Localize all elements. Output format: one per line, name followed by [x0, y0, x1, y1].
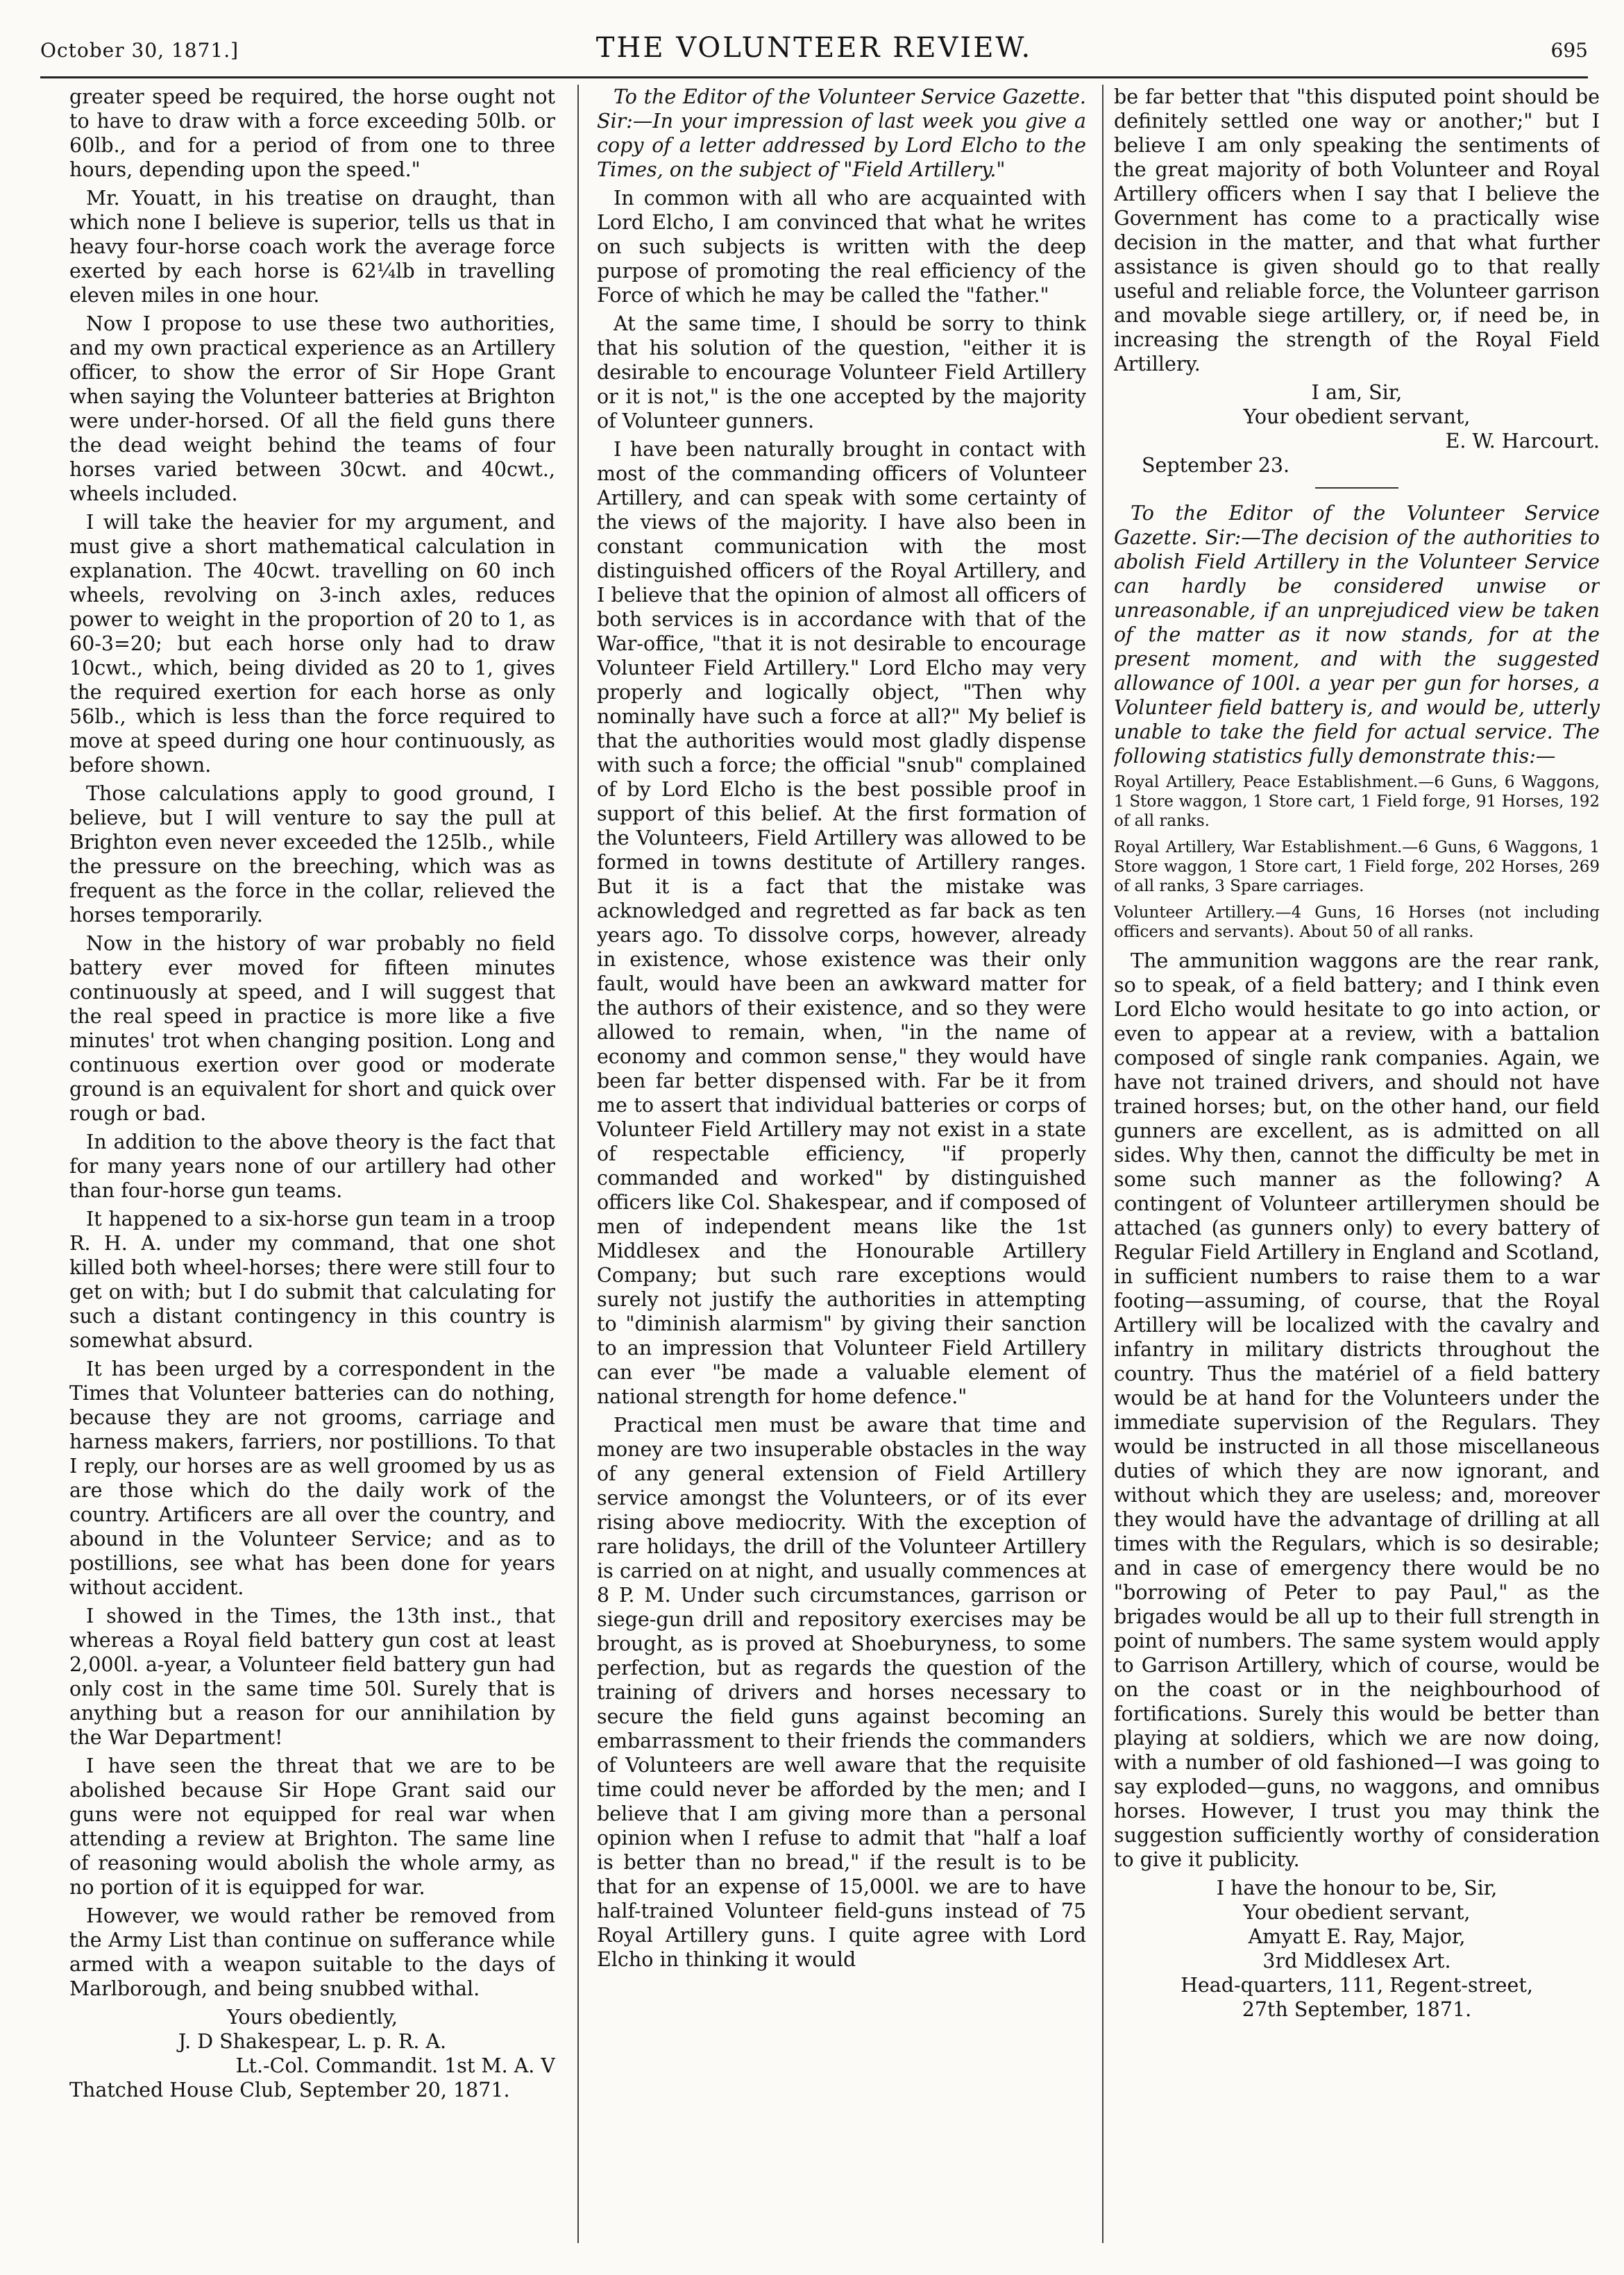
paragraph: At the same time, I should be sorry to think that his solution of the question, "either it is desirable to encourage Volunteer Field Artillery or it is not," is the one accepted by the majority of Volunteer gunners. [597, 312, 1086, 432]
section-divider [1315, 487, 1398, 489]
paragraph: Those calculations apply to good ground, I believe, but I will venture to say the pull at Brighton even never exceeded the 125lb., while the pressure on the breeching, which was as frequent as the force in the collar, relieved the horses temporarily. [69, 782, 555, 927]
column-divider [1102, 85, 1103, 2243]
column-divider [577, 85, 579, 2243]
paragraph: I will take the heavier for my argument, and must give a short mathematical calculation in explanation. The 40cwt. travelling on 60 inch wheels, revolving on 3-inch axles, reduces power to weight in the proportion of 20 to 1, as 60-3=20; but each horse only had to draw 10cwt., which, being divided as 20 to 1, gives the required exertion for each horse as only 56lb., which is less than the force required to move at speed during one hour continuously, as before shown. [69, 511, 555, 777]
statistics-entry: Royal Artillery, War Establishment.—6 Guns, 6 Waggons, 1 Store waggon, 1 Store cart, 1 Field forge, 202 Horses, 269 of all ranks, 3 Spare carriages. [1114, 838, 1600, 895]
signature-address: Head-quarters, 111, Regent-street, [1181, 1974, 1533, 1997]
paragraph: greater speed be required, the horse ought not to have to draw with a force exceeding 50lb. or 60lb., and for a period of from one to three hours, depending upon the speed." [69, 85, 555, 181]
letter-salutation: To the Editor of the Volunteer Service Gazette. Sir:—The decision of the authorities to abolish Field Artillery in the Volunteer Service can hardly be considered unwise or unreasonable, if an unprejudiced view be taken of the matter as it now stands, for at the present moment, and with the suggested allowance of 100l. a year per gun for horses, a Volunteer field battery is, and would be, utterly unable to take the field for actual service. The following statistics fully demonstrate this:— [1114, 502, 1600, 768]
signature-address: Thatched House Club, September 20, 1871. [69, 2079, 510, 2101]
paragraph: Practical men must be aware that time and money are two insuperable obstacles in the way of any general extension of Field Artillery service amongst the Volunteers, or of its ever rising above mediocrity. With the exception of rare holidays, the drill of the Volunteer Artillery is carried on at night, and usually commences at 8 P. M. Under such circumstances, garrison or siege-gun drill and repository exercises may be brought, as is proved at Shoeburyness, to some perfection, but as regards the question of the training of drivers and horses necessary to secure the field guns against becoming an embarrassment to their friends the commanders of Volunteers are well aware that the requisite time could never be afforded by the men; and I believe that I am giving more than a personal opinion when I refuse to admit that "half a loaf is better than no bread," if the result is to be that for an expense of 15,000l. we are to have half-trained Volunteer field-guns instead of 75 Royal Artillery guns. I quite agree with Lord Elcho in thinking it would [597, 1414, 1086, 1971]
column-left [69, 85, 555, 2243]
paragraph: I showed in the Times, the 13th inst., that whereas a Royal field battery gun cost at least 2,000l. a-year, a Volunteer field battery gun had only cost in the same time 50l. Surely that is anything but a reason for our annihilation by the War Department! [69, 1605, 555, 1749]
paragraph: I have seen the threat that we are to be abolished because Sir Hope Grant said our guns were not equipped for real war when attending a review at Brighton. The same line of reasoning would abolish the whole army, as no portion of it is equipped for war. [69, 1754, 555, 1899]
signature-title: 3rd Middlesex Art. [1262, 1950, 1451, 1972]
signature-name: E. W. Harcourt. [1445, 430, 1600, 453]
letter-salutation: To the Editor of the Volunteer Service Gazette. Sir:—In your impression of last week you give a copy of a letter addressed by Lord Elcho to the Times, on the subject of "Field Artillery." [597, 85, 1086, 181]
letter-closing: Your obedient servant, [1243, 405, 1471, 428]
paragraph: In addition to the above theory is the fact that for many years none of our artillery had other than four-horse gun teams. [69, 1131, 555, 1202]
letter-date: September 23. [1142, 454, 1290, 477]
paragraph: The ammunition waggons are the rear rank, so to speak, of a field battery; and I think even Lord Elcho would hesitate to go into action, or even to appear at a review, with a battalion composed of single rank companies. Again, we have not trained drivers, and should not have trained horses; but, on the other hand, our field gunners are excellent, as is admitted on all sides. Why then, cannot the difficulty be met in some such manner as the following? A contingent of Volunteer artillerymen should be attached (as gunners only) to every battery of Regular Field Artillery in England and Scotland, in sufficient numbers to raise them to a war footing—assuming, of course, that the Royal Artillery will be localized with the cavalry and infantry in military districts throughout the country. Thus the matériel of a field battery would be at hand for the Volunteers under the immediate supervision of the Regulars. They would be instructed in all those miscellaneous duties of which they are now ignorant, and without which they are useless; and, moreover they would have the advantage of drilling at all times with the Regulars, which is so desirable; and in case of emergency there would be no "borrowing of Peter to pay Paul," as the brigades would be all up to their full strength in point of numbers. The same system would apply to Garrison Artillery, which of course, would be on the coast or in the neighbourhood of fortifications. Surely this would be better than playing at soldiers, which we are now doing, with a number of old fashioned—I was going to say exploded—guns, no waggons, and omnibus horses. However, I trust you may think the suggestion sufficiently worthy of consideration to give it publicity. [1114, 949, 1600, 1871]
column-middle [597, 85, 1086, 2243]
paragraph: Now I propose to use these two authorities, and my own practical experience as an Artillery officer, to show the error of Sir Hope Grant when saying the Volunteer batteries at Brighton were under-horsed. Of all the field guns there the dead weight behind the teams of four horses varied between 30cwt. and 40cwt., wheels included. [69, 312, 555, 505]
paragraph: In common with all who are acquainted with Lord Elcho, I am convinced that what he writes on such subjects is written with the deep purpose of promoting the real efficiency of the Force of which he may be called the "father." [597, 187, 1086, 307]
statistics-entry: Royal Artillery, Peace Establishment.—6 Guns, 6 Waggons, 1 Store waggon, 1 Store cart, 1 Field forge, 91 Horses, 192 of all ranks. [1114, 773, 1600, 830]
paragraph: It has been urged by a correspondent in the Times that Volunteer batteries can do nothing, because they are not grooms, carriage and harness makers, farriers, nor postillions. To that I reply, our horses are as well groomed by us as are those which do the daily work of the country. Artificers are all over the country, and abound in the Volunteer Service; and as to postillions, see what has been done for years without accident. [69, 1358, 555, 1599]
paragraph: Now in the history of war probably no field battery ever moved for fifteen minutes continuously at speed, and I will suggest that the real speed in practice is more like a five minutes' trot when changing position. Long and continuous exertion over good or moderate ground is an equivalent for short and quick over rough or bad. [69, 932, 555, 1125]
paragraph: However, we would rather be removed from the Army List than continue on sufferance while armed with a weapon suitable to the days of Marlborough, and being snubbed withal. [69, 1904, 555, 2000]
signature-name: J. D Shakespear, L. p. R. A. [178, 2030, 447, 2053]
publication-title: THE VOLUNTEER REVIEW. [595, 32, 1033, 64]
letter-closing: Your obedient servant, [1243, 1901, 1471, 1924]
paragraph: Mr. Youatt, in his treatise on draught, than which none I believe is superior, tells us that in heavy four-horse coach work the average force exerted by each horse is 62¼lb in travelling eleven miles in one hour. [69, 187, 555, 307]
signature-title: Lt.-Col. Commandit. 1st M. A. V [235, 2054, 555, 2077]
statistics-entry: Volunteer Artillery.—4 Guns, 16 Horses (not including officers and servants). About 50 of all ranks. [1114, 904, 1600, 941]
letter-closing: I have the honour to be, Sir, [1216, 1877, 1498, 1900]
letter-date: 27th September, 1871. [1242, 1998, 1472, 2021]
letter-closing: Yours obediently, [227, 2006, 398, 2029]
signature-name: Amyatt E. Ray, Major, [1248, 1925, 1466, 1948]
issue-date: October 30, 1871.] [40, 39, 239, 62]
paragraph: be far better that "this disputed point should be definitely settled one way or another;" but I believe I am only speaking the sentiments of the great majority of both Volunteer and Royal Artillery officers when I say that I believe the Government has come to a practically wise decision in the matter, and that what further assistance is given should go to that really useful and reliable force, the Volunteer garrison and movable siege artillery, or, if need be, in increasing the strength of the Royal Field Artillery. [1114, 85, 1600, 375]
letter-closing: I am, Sir, [1311, 381, 1403, 404]
paragraph: I have been naturally brought in contact with most of the commanding officers of Volunteer Artillery, and can speak with some certainty of the views of the majority. I have also been in constant communication with the most distinguished officers of the Royal Artillery, and I believe that the opinion of almost all officers of both services is in accordance with that of the War-office, "that it is not desirable to encourage Volunteer Field Artillery." Lord Elcho may very properly and logically object, "Then why nominally have such a force at all?" My belief is that the authorities would most gladly dispense with such a force; the official "snub" complained of by Lord Elcho is the best possible proof in support of this belief. At the first formation of the Volunteers, Field Artillery was allowed to be formed in towns destitute of Artillery ranges. But it is a fact that the mistake was acknowledged and regretted as far back as ten years ago. To dissolve corps, however, already in existence, whose existence was their only fault, would have been an awkward matter for the authors of their existence, and so they were allowed to remain, when, "in the name of economy and common sense," they would have been far better dispensed with. Far be it from me to assert that individual batteries or corps of Volunteer Field Artillery may not exist in a state of respectable efficiency, "if properly commanded and worked" by distinguished officers like Col. Shakespear, and if composed of men of independent means like the 1st Middlesex and the Honourable Artillery Company; but such rare exceptions would surely not justify the authorities in attempting to "diminish alarmism" by giving their sanction to an impression that Volunteer Field Artillery can ever "be made a valuable element of national strength for home defence." [597, 438, 1086, 1408]
page-header [40, 28, 1588, 78]
page-number: 695 [1550, 39, 1588, 62]
paragraph: It happened to a six-horse gun team in a troop R. H. A. under my command, that one shot killed both wheel-horses; there were still four to get on with; but I do submit that calculating for such a distant contingency in this country is somewhat absurd. [69, 1208, 555, 1352]
column-right [1114, 85, 1600, 2243]
